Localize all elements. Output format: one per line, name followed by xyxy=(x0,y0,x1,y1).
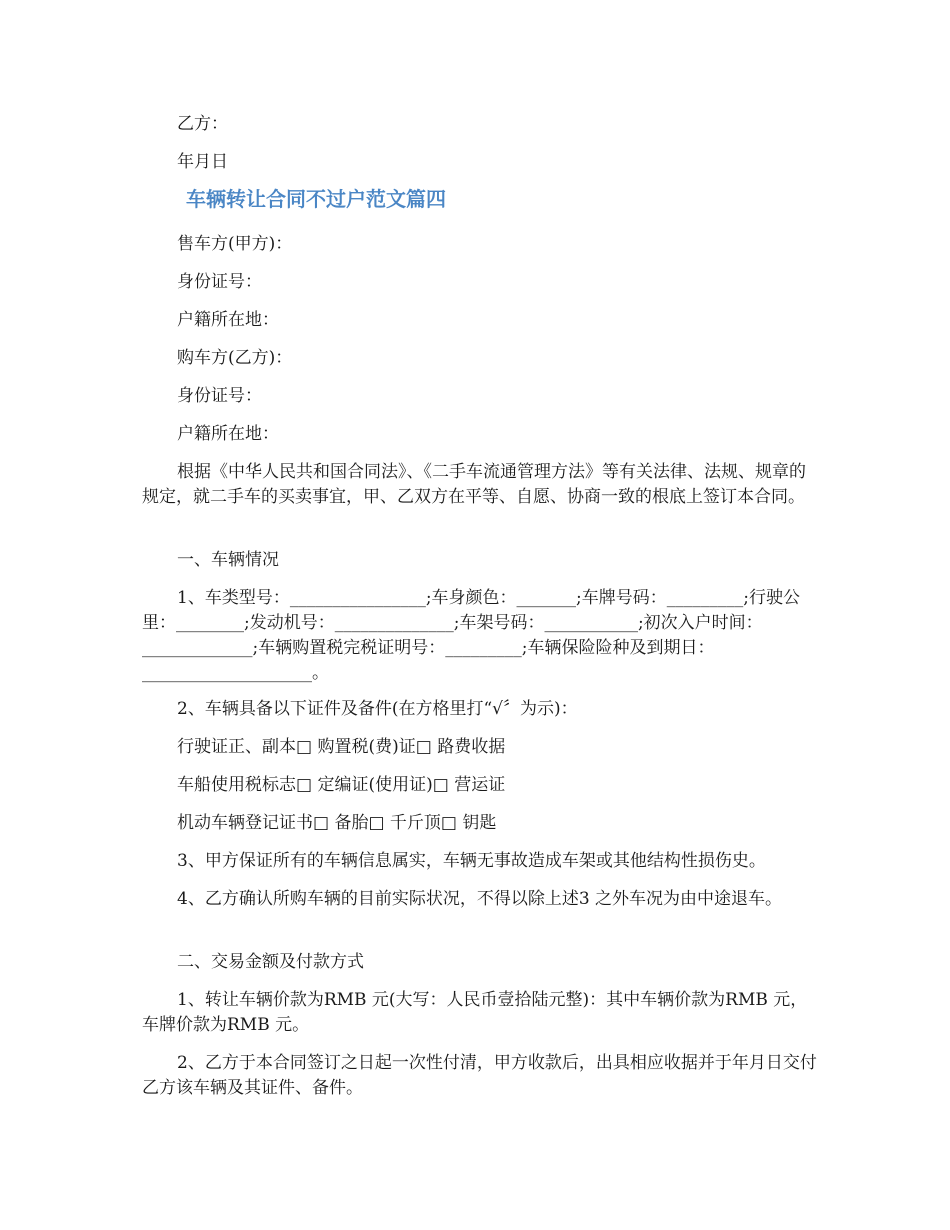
vehicle-info-item-1: 1、车类型号：________________;车身颜色：_______;车牌号码：_________;行驶公里：________;发动机号：______________;车架号码：___________;初次入户时间：_____________;车辆购置税完税证明号：_________;车辆保险险种及到期日：____________________。 xyxy=(142,588,800,683)
preamble-paragraph: 根据《中华人民共和国合同法》、《二手车流通管理方法》等有关法律、法规、规章的规定，就二手车的买卖事宜，甲、乙双方在平等、自愿、协商一致的根底上签订本合同。 xyxy=(142,462,806,507)
documents-checklist-line-3: 机动车辆登记证书□ 备胎□ 千斤顶□ 钥匙 xyxy=(177,813,497,833)
section-1-title: 一、车辆情况 xyxy=(177,550,279,570)
seller-address-label: 户籍所在地： xyxy=(177,310,279,330)
documents-checklist-line-2: 车船使用税标志□ 定编证(使用证)□ 营运证 xyxy=(177,775,506,795)
vehicle-info-item-4: 4、乙方确认所购车辆的目前实际状况，不得以除上述3 之外车况为由中途退车。 xyxy=(177,889,783,909)
documents-checklist-line-1: 行驶证正、副本□ 购置税(费)证□ 路费收据 xyxy=(177,737,506,757)
section-heading: 车辆转让合同不过户范文篇四 xyxy=(186,187,446,211)
section-2-title: 二、交易金额及付款方式 xyxy=(177,952,364,972)
vehicle-info-item-3: 3、甲方保证所有的车辆信息属实，车辆无事故造成车架或其他结构性损伤史。 xyxy=(177,851,766,871)
payment-item-1: 1、转让车辆价款为RMB 元(大写：人民币壹拾陆元整)：其中车辆价款为RMB 元，车牌价款为RMB 元。 xyxy=(142,990,808,1035)
date-line: 年月日 xyxy=(177,152,228,172)
seller-label: 售车方(甲方)： xyxy=(177,234,293,254)
vehicle-info-item-2: 2、车辆具备以下证件及备件(在方格里打“√〞为示)： xyxy=(177,699,578,719)
buyer-label: 购车方(乙方)： xyxy=(177,348,293,368)
seller-id-label: 身份证号： xyxy=(177,272,262,292)
party-b-signature-line: 乙方： xyxy=(177,114,228,134)
buyer-address-label: 户籍所在地： xyxy=(177,424,279,444)
buyer-id-label: 身份证号： xyxy=(177,386,262,406)
payment-item-2: 2、乙方于本合同签订之日起一次性付清，甲方收款后，出具相应收据并于年月日交付乙方该车辆及其证件、备件。 xyxy=(142,1053,817,1098)
